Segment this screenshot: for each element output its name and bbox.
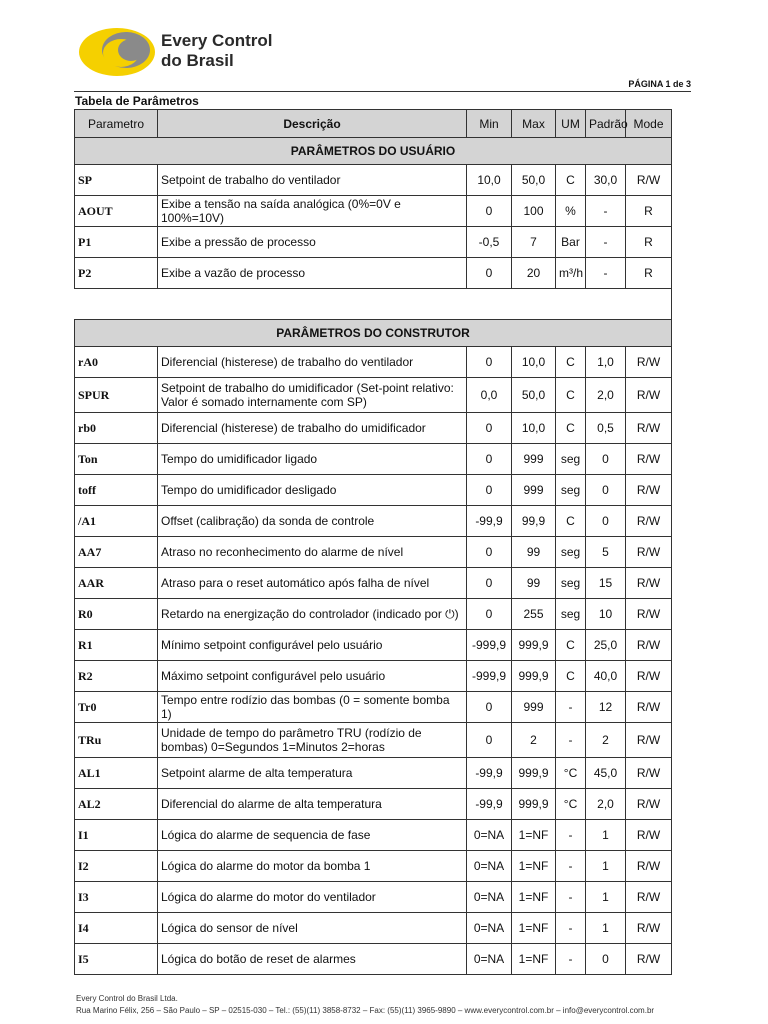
param-code: Ton: [75, 444, 158, 475]
param-max: 1=NF: [512, 820, 556, 851]
param-code: AL1: [75, 758, 158, 789]
param-min: 10,0: [467, 165, 512, 196]
page-footer: [76, 993, 654, 1017]
param-min: 0: [467, 258, 512, 289]
param-min: 0=NA: [467, 882, 512, 913]
param-default: 0: [586, 444, 626, 475]
param-max: 1=NF: [512, 851, 556, 882]
param-unit: -: [556, 723, 586, 758]
param-unit: seg: [556, 475, 586, 506]
table-row: [75, 913, 672, 944]
param-description: Máximo setpoint configurável pelo usuário: [158, 661, 467, 692]
company-logo: [79, 26, 309, 80]
brand-line-1: Every Control: [161, 31, 273, 50]
param-code: Tr0: [75, 692, 158, 723]
table-row: [75, 723, 672, 758]
table-row: [75, 944, 672, 975]
param-unit: m³/h: [556, 258, 586, 289]
param-min: 0: [467, 692, 512, 723]
param-description: Exibe a vazão de processo: [158, 258, 467, 289]
param-code: R0: [75, 599, 158, 630]
param-max: 1=NF: [512, 882, 556, 913]
param-default: 1,0: [586, 347, 626, 378]
col-header-param: Parametro: [75, 110, 158, 138]
param-default: -: [586, 196, 626, 227]
param-mode: R: [626, 196, 672, 227]
param-unit: C: [556, 661, 586, 692]
param-description: Lógica do botão de reset de alarmes: [158, 944, 467, 975]
section-row-builder: [75, 320, 672, 347]
param-default: -: [586, 258, 626, 289]
section-title-builder: PARÂMETROS DO CONSTRUTOR: [75, 320, 672, 347]
param-mode: R/W: [626, 661, 672, 692]
param-unit: C: [556, 630, 586, 661]
param-min: 0=NA: [467, 944, 512, 975]
table-row: [75, 227, 672, 258]
param-default: 0: [586, 506, 626, 537]
param-max: 50,0: [512, 378, 556, 413]
param-default: 1: [586, 820, 626, 851]
param-default: 10: [586, 599, 626, 630]
param-description: Lógica do alarme de sequencia de fase: [158, 820, 467, 851]
param-code: /A1: [75, 506, 158, 537]
table-row: [75, 820, 672, 851]
param-mode: R/W: [626, 568, 672, 599]
param-unit: -: [556, 913, 586, 944]
param-mode: R/W: [626, 165, 672, 196]
param-mode: R/W: [626, 347, 672, 378]
param-unit: Bar: [556, 227, 586, 258]
param-description: Lógica do alarme do motor da bomba 1: [158, 851, 467, 882]
table-row: [75, 851, 672, 882]
param-default: 1: [586, 913, 626, 944]
param-mode: R/W: [626, 599, 672, 630]
param-default: 1: [586, 851, 626, 882]
param-max: 2: [512, 723, 556, 758]
parameter-table: [74, 109, 672, 975]
param-max: 10,0: [512, 347, 556, 378]
param-description: Tempo do umidificador desligado: [158, 475, 467, 506]
param-mode: R/W: [626, 944, 672, 975]
param-default: 1: [586, 882, 626, 913]
param-default: 0: [586, 475, 626, 506]
param-max: 1=NF: [512, 913, 556, 944]
param-code: SPUR: [75, 378, 158, 413]
param-description: Diferencial (histerese) de trabalho do umidificador: [158, 413, 467, 444]
param-mode: R/W: [626, 723, 672, 758]
param-mode: R/W: [626, 506, 672, 537]
param-unit: seg: [556, 568, 586, 599]
param-description: Setpoint de trabalho do ventilador: [158, 165, 467, 196]
param-code: TRu: [75, 723, 158, 758]
param-description: Mínimo setpoint configurável pelo usuário: [158, 630, 467, 661]
param-max: 999,9: [512, 758, 556, 789]
param-max: 50,0: [512, 165, 556, 196]
table-row: [75, 444, 672, 475]
param-code: R2: [75, 661, 158, 692]
param-max: 255: [512, 599, 556, 630]
param-description: Offset (calibração) da sonda de controle: [158, 506, 467, 537]
table-row: [75, 789, 672, 820]
brand-name: [161, 31, 272, 71]
param-description: Setpoint de trabalho do umidificador (Set-point relativo: Valor é somado internamente com SP): [158, 378, 467, 413]
param-mode: R/W: [626, 630, 672, 661]
param-unit: -: [556, 944, 586, 975]
param-max: 999,9: [512, 789, 556, 820]
param-mode: R/W: [626, 882, 672, 913]
param-mode: R/W: [626, 378, 672, 413]
param-unit: C: [556, 413, 586, 444]
col-header-min: Min: [467, 110, 512, 138]
brand-line-2: do Brasil: [161, 51, 234, 70]
param-mode: R/W: [626, 820, 672, 851]
param-min: 0: [467, 723, 512, 758]
spacer-cell: [75, 289, 672, 320]
param-description: Atraso no reconhecimento do alarme de nível: [158, 537, 467, 568]
param-max: 999,9: [512, 630, 556, 661]
header-divider: [74, 91, 691, 92]
param-min: 0: [467, 599, 512, 630]
param-code: SP: [75, 165, 158, 196]
param-max: 99,9: [512, 506, 556, 537]
param-description: Tempo entre rodízio das bombas (0 = somente bomba 1): [158, 692, 467, 723]
table-row: [75, 196, 672, 227]
param-min: 0=NA: [467, 820, 512, 851]
param-min: 0: [467, 444, 512, 475]
param-min: 0: [467, 413, 512, 444]
param-unit: seg: [556, 537, 586, 568]
table-row: [75, 378, 672, 413]
param-max: 100: [512, 196, 556, 227]
param-description: Lógica do alarme do motor do ventilador: [158, 882, 467, 913]
param-code: I3: [75, 882, 158, 913]
table-row: [75, 165, 672, 196]
param-default: 2: [586, 723, 626, 758]
param-mode: R: [626, 258, 672, 289]
param-code: rb0: [75, 413, 158, 444]
param-mode: R/W: [626, 475, 672, 506]
param-code: I5: [75, 944, 158, 975]
param-min: -999,9: [467, 630, 512, 661]
col-header-um: UM: [556, 110, 586, 138]
table-row: [75, 758, 672, 789]
param-unit: %: [556, 196, 586, 227]
table-row: [75, 599, 672, 630]
param-min: -99,9: [467, 506, 512, 537]
param-max: 20: [512, 258, 556, 289]
param-min: 0: [467, 475, 512, 506]
param-default: 0,5: [586, 413, 626, 444]
param-default: 25,0: [586, 630, 626, 661]
param-min: -999,9: [467, 661, 512, 692]
param-mode: R/W: [626, 851, 672, 882]
param-mode: R/W: [626, 913, 672, 944]
table-row: [75, 568, 672, 599]
param-unit: C: [556, 506, 586, 537]
logo-swoosh-icon: [79, 26, 159, 80]
param-min: 0=NA: [467, 913, 512, 944]
param-description: Setpoint alarme de alta temperatura: [158, 758, 467, 789]
param-max: 7: [512, 227, 556, 258]
param-default: 5: [586, 537, 626, 568]
param-code: P2: [75, 258, 158, 289]
col-header-desc: Descrição: [158, 110, 467, 138]
col-header-mode: Mode: [626, 110, 672, 138]
param-default: -: [586, 227, 626, 258]
param-mode: R/W: [626, 758, 672, 789]
param-default: 30,0: [586, 165, 626, 196]
spacer-row: [75, 289, 672, 320]
param-description: Retardo na energização do controlador (indicado por ⏻): [158, 599, 467, 630]
param-default: 15: [586, 568, 626, 599]
param-default: 12: [586, 692, 626, 723]
param-unit: seg: [556, 444, 586, 475]
footer-address: Rua Marino Félix, 256 – São Paulo – SP – 02515-030 – Tel.: (55)(11) 3858-8732 – Fax: (55)(11) 3965-9890 – www.everycontrol.com.br – info@everycontrol.com.br: [76, 1006, 655, 1015]
param-min: 0: [467, 537, 512, 568]
param-code: AA7: [75, 537, 158, 568]
table-row: [75, 506, 672, 537]
param-max: 999: [512, 475, 556, 506]
param-description: Exibe a pressão de processo: [158, 227, 467, 258]
param-max: 999,9: [512, 661, 556, 692]
param-default: 40,0: [586, 661, 626, 692]
param-code: R1: [75, 630, 158, 661]
param-unit: C: [556, 165, 586, 196]
param-unit: °C: [556, 758, 586, 789]
param-code: toff: [75, 475, 158, 506]
param-min: -99,9: [467, 758, 512, 789]
param-mode: R/W: [626, 537, 672, 568]
param-mode: R/W: [626, 413, 672, 444]
param-default: 45,0: [586, 758, 626, 789]
section-title-user: PARÂMETROS DO USUÁRIO: [75, 138, 672, 165]
param-description: Atraso para o reset automático após falha de nível: [158, 568, 467, 599]
param-description: Diferencial do alarme de alta temperatura: [158, 789, 467, 820]
page-number: PÁGINA 1 de 3: [628, 79, 691, 89]
param-description: Tempo do umidificador ligado: [158, 444, 467, 475]
param-code: AL2: [75, 789, 158, 820]
param-default: 2,0: [586, 378, 626, 413]
param-unit: -: [556, 820, 586, 851]
param-unit: -: [556, 851, 586, 882]
param-max: 1=NF: [512, 944, 556, 975]
param-min: -99,9: [467, 789, 512, 820]
param-min: 0,0: [467, 378, 512, 413]
param-max: 99: [512, 537, 556, 568]
param-code: AOUT: [75, 196, 158, 227]
table-row: [75, 537, 672, 568]
footer-company: Every Control do Brasil Ltda.: [76, 994, 178, 1003]
param-min: 0: [467, 347, 512, 378]
table-row: [75, 475, 672, 506]
param-mode: R: [626, 227, 672, 258]
table-row: [75, 630, 672, 661]
param-code: I2: [75, 851, 158, 882]
table-header-row: [75, 110, 672, 138]
section-row-user: [75, 138, 672, 165]
param-unit: -: [556, 692, 586, 723]
param-description: Lógica do sensor de nível: [158, 913, 467, 944]
param-default: 2,0: [586, 789, 626, 820]
param-unit: -: [556, 882, 586, 913]
table-row: [75, 882, 672, 913]
param-max: 999: [512, 692, 556, 723]
param-max: 999: [512, 444, 556, 475]
param-unit: C: [556, 347, 586, 378]
table-row: [75, 661, 672, 692]
param-default: 0: [586, 944, 626, 975]
param-code: rA0: [75, 347, 158, 378]
param-min: 0: [467, 568, 512, 599]
param-code: I4: [75, 913, 158, 944]
param-description: Unidade de tempo do parâmetro TRU (rodízio de bombas) 0=Segundos 1=Minutos 2=horas: [158, 723, 467, 758]
param-max: 10,0: [512, 413, 556, 444]
sheet-title: Tabela de Parâmetros: [75, 94, 199, 108]
param-max: 99: [512, 568, 556, 599]
param-unit: seg: [556, 599, 586, 630]
param-min: -0,5: [467, 227, 512, 258]
param-code: AAR: [75, 568, 158, 599]
table-row: [75, 692, 672, 723]
table-row: [75, 347, 672, 378]
col-header-padrao: Padrão: [586, 110, 626, 138]
col-header-max: Max: [512, 110, 556, 138]
param-description: Diferencial (histerese) de trabalho do ventilador: [158, 347, 467, 378]
param-code: I1: [75, 820, 158, 851]
param-unit: C: [556, 378, 586, 413]
param-min: 0=NA: [467, 851, 512, 882]
table-row: [75, 413, 672, 444]
param-unit: °C: [556, 789, 586, 820]
param-mode: R/W: [626, 444, 672, 475]
param-mode: R/W: [626, 789, 672, 820]
param-mode: R/W: [626, 692, 672, 723]
table-row: [75, 258, 672, 289]
param-min: 0: [467, 196, 512, 227]
param-description: Exibe a tensão na saída analógica (0%=0V e 100%=10V): [158, 196, 467, 227]
param-code: P1: [75, 227, 158, 258]
